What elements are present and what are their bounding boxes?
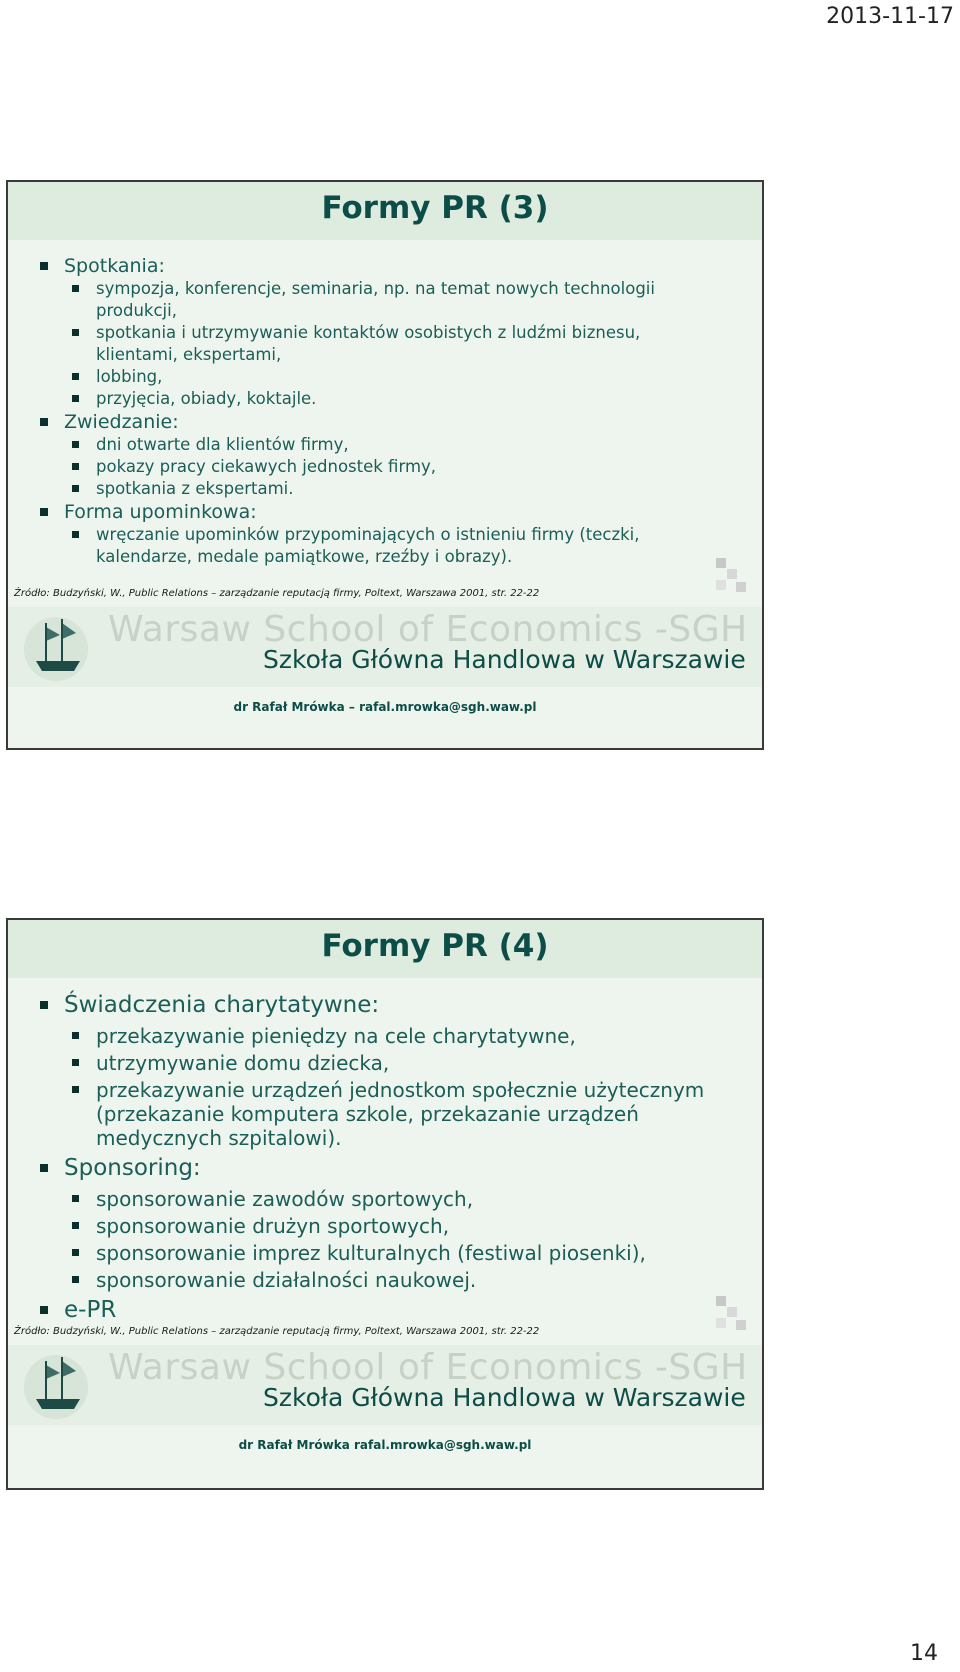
sub-bullet-item: przyjęcia, obiady, koktajle.	[64, 388, 722, 410]
ship-logo-icon	[16, 613, 100, 683]
sub-bullet-item: pokazy pracy ciekawych jednostek firmy,	[64, 456, 722, 478]
school-name: Szkoła Główna Handlowa w Warszawie	[263, 645, 746, 674]
school-name: Szkoła Główna Handlowa w Warszawie	[263, 1383, 746, 1412]
sub-bullet-item: dni otwarte dla klientów firmy,	[64, 434, 722, 456]
sub-bullet-item: przekazywanie urządzeń jednostkom społecznie użytecznym (przekazanie komputera szkole, przekazanie urządzeń medycznych szpitalowi).	[64, 1078, 722, 1150]
sub-bullet-item: sympozja, konferencje, seminaria, np. na temat nowych technologii produkcji,	[64, 278, 722, 322]
source-citation: Źródło: Budzyński, W., Public Relations – zarządzanie reputacją firmy, Poltext, Warszawa 2001, str. 22-22	[14, 1326, 540, 1337]
bullet-label: Zwiedzanie:	[64, 411, 179, 433]
bullet-item	[38, 410, 722, 500]
bullet-list	[38, 990, 722, 1326]
ship-logo-icon	[16, 1351, 100, 1421]
page-number: 14	[910, 1641, 938, 1666]
bullet-item	[38, 1153, 722, 1292]
sub-bullet-item: spotkania z ekspertami.	[64, 478, 722, 500]
sub-bullet-item: spotkania i utrzymywanie kontaktów osobistych z ludźmi biznesu, klientami, ekspertami,	[64, 322, 722, 366]
sub-bullet-item: sponsorowanie działalności naukowej.	[64, 1268, 722, 1292]
sub-bullet-item: sponsorowanie drużyn sportowych,	[64, 1214, 722, 1238]
bullet-label: Świadczenia charytatywne:	[64, 992, 380, 1018]
squares-decoration-icon	[716, 1296, 748, 1336]
author-line: dr Rafał Mrówka – rafal.mrowka@sgh.waw.pl	[233, 700, 537, 714]
bullet-label: e-PR	[64, 1297, 117, 1323]
footer-band	[8, 1345, 762, 1425]
sub-bullet-item: sponsorowanie zawodów sportowych,	[64, 1187, 722, 1211]
sub-bullet-item: utrzymywanie domu dziecka,	[64, 1051, 722, 1075]
source-citation: Źródło: Budzyński, W., Public Relations – zarządzanie reputacją firmy, Poltext, Warszawa 2001, str. 22-22	[14, 588, 540, 599]
slide-title: Formy PR (3)	[321, 190, 549, 226]
sub-bullet-item: lobbing,	[64, 366, 722, 388]
bullet-item	[38, 1295, 722, 1326]
bullet-list	[38, 254, 722, 568]
sub-bullet-item: wręczanie upominków przypominających o istnieniu firmy (teczki, kalendarze, medale pamiątkowe, rzeźby i obrazy).	[64, 524, 722, 568]
sub-bullet-item: przekazywanie pieniędzy na cele charytatywne,	[64, 1024, 722, 1048]
bullet-item	[38, 990, 722, 1150]
author-line: dr Rafał Mrówka rafal.mrowka@sgh.waw.pl	[238, 1438, 532, 1452]
watermark-text: Warsaw School of Economics -SGH	[108, 609, 748, 650]
squares-decoration-icon	[716, 558, 748, 598]
watermark-text: Warsaw School of Economics -SGH	[108, 1347, 748, 1388]
bullet-item	[38, 254, 722, 410]
bullet-item	[38, 500, 722, 568]
bullet-label: Forma upominkowa:	[64, 501, 257, 523]
footer-band	[8, 607, 762, 687]
sub-bullet-item: sponsorowanie imprez kulturalnych (festiwal piosenki),	[64, 1241, 722, 1265]
slide-formy-pr-4	[6, 918, 764, 1490]
bullet-label: Sponsoring:	[64, 1155, 201, 1181]
slide-title: Formy PR (4)	[321, 928, 549, 964]
slide-formy-pr-3	[6, 180, 764, 750]
page-date: 2013-11-17	[826, 4, 954, 29]
bullet-label: Spotkania:	[64, 255, 165, 277]
